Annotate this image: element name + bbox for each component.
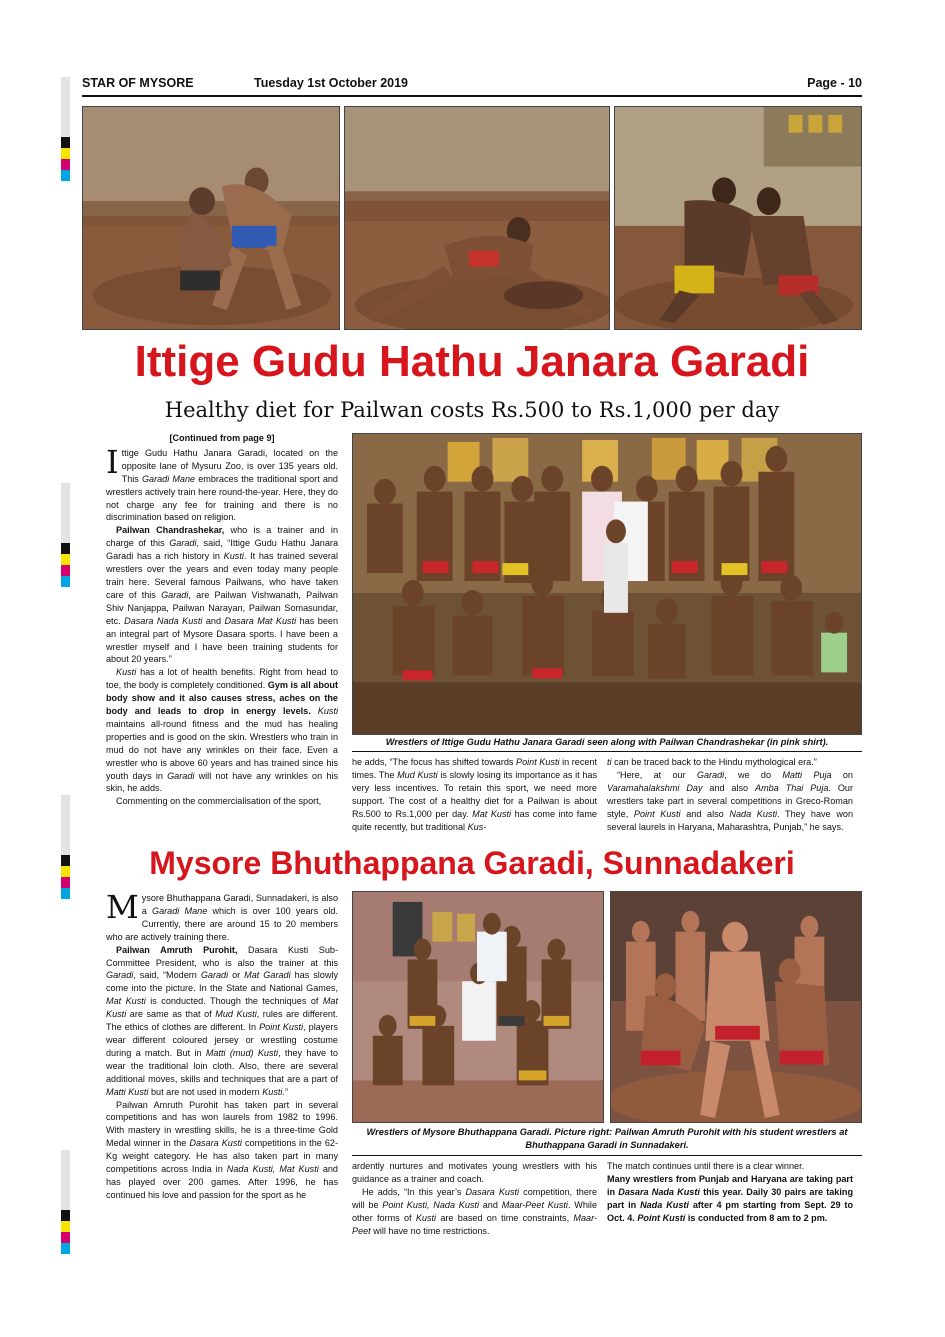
photo-purohit-with-students xyxy=(610,891,862,1123)
story2-photo-caption: Wrestlers of Mysore Bhuthappana Garadi. Picture right: Pailwan Amruth Purohit with his student wrestlers at Bhuthappana Garadi in Sunnadakeri. xyxy=(366,1127,848,1150)
registration-mark-upper xyxy=(61,483,70,587)
photo-men-grappling-floor xyxy=(344,106,610,330)
masthead xyxy=(82,74,862,94)
story1-subheadline: Healthy diet for Pailwan costs Rs.500 to Rs.1,000 per day xyxy=(164,398,780,422)
story1-column-1: [Continued from page 9] Ittige Gudu Hathu Janara Garadi, located on the opposite lane of Mysuru Zoo, is over 135 years old. This Garadi Mane embraces the traditional sport and wrestlers actively train here round-the-year. Here, they do not charge any fee for training and there is no discrimination based on religion. Pailwan Chandrashekar, who is a trainer and in charge of this Garadi, said, “Ittige Gudu Hathu Janara Garadi has a rich history in Kusti. It has trained several wrestlers over the years and even today many people train here. Several famous Pailwans, who have taken care of this Garadi, are Pailwan Vishwanath, Pailwan Shiv Nanjappa, Pailwan Narayan, Pailwan Somasundar, etc. Dasara Nada Kusti and Dasara Mat Kusti has been an integral part of Mysore Dasara sports. I have been a wrestler myself and I have been training students for about 20 years.” Kusti has a lot of health benefits. Right from head to toe, the body is completely conditioned. Gym is all about body show and it also causes stress, aches on the body and leads to drop in energy levels. Kusti maintains all-round fitness and the mud has healing properties and is good on the skin. Wrestlers who train in mud do not have any wrinkles on their face. Even a wrestler who is above 60 years and has trained since his youth days in Garadi will not have any wrinkles on his skin, he adds. Commenting on the commercialisation of the sport, xyxy=(106,433,339,807)
masthead-rule xyxy=(82,95,862,97)
drop-cap: I xyxy=(106,442,119,481)
caption-rule-2 xyxy=(352,1155,862,1156)
newspaper-name: STAR OF MYSORE xyxy=(82,76,194,90)
story2-column-3: The match continues until there is a clear winner. Many wrestlers from Punjab and Haryana are taking part in Dasara Nada Kusti this year. Daily 30 pairs are taking part in Nada Kusti after 4 pm starting from Sept. 29 to Oct. 4. Point Kusti is conducted from 8 am to 2 pm. xyxy=(607,1161,853,1223)
photo-men-standing-wrestling xyxy=(614,106,862,330)
story1-headline: Ittige Gudu Hathu Janara Garadi xyxy=(134,337,810,386)
registration-mark-bottom xyxy=(61,1150,70,1254)
story1-column-3: ti can be traced back to the Hindu mythological era.” “Here, at our Garadi, we do Matti Puja on Varamahalakshmi Day and also Amba Thai Puja. Our wrestlers take part in several competitions in Greco-Roman style, Point Kusti and also Nada Kusti. They have won several laurels in Haryana, Maharashtra, Punjab,” he says. xyxy=(607,757,853,832)
registration-mark-lower xyxy=(61,795,70,899)
caption-rule xyxy=(352,751,862,752)
photo-boys-wrestling xyxy=(82,106,340,330)
story2-column-2: ardently nurtures and motivates young wrestlers with his guidance as a trainer and coach. He adds, “In this year’s Dasara Kusti competition, there will be Point Kusti, Nada Kusti and Maar-Peet Kusti. While other forms of Kusti are based on time constraints, Maar-Peet will have no time restrictions. xyxy=(352,1161,598,1236)
continued-note: [Continued from page 9] xyxy=(169,433,275,443)
story1-photo-caption: Wrestlers of Ittige Gudu Hathu Janara Garadi seen along with Pailwan Chandrashekar (in pink shirt). xyxy=(385,737,829,747)
photo-bhuthappana-group xyxy=(352,891,604,1123)
registration-mark-top xyxy=(61,77,70,181)
story2-headline: Mysore Bhuthappana Garadi, Sunnadakeri xyxy=(149,845,795,881)
page-number: Page - 10 xyxy=(807,76,862,90)
story1-column-2: he adds, “The focus has shifted towards Point Kusti in recent times. The Mud Kusti is slowly losing its importance as it has very less incentives. To retain this sport, we need more support. The cost of a healthy diet for a Pailwan is about Rs.500 to Rs.1,000 per day. Mat Kusti has come into fame quite recently, but traditional Kus- xyxy=(352,757,598,832)
issue-date: Tuesday 1st October 2019 xyxy=(254,76,409,90)
story2-column-1: Mysore Bhuthappana Garadi, Sunnadakeri, is also a Garadi Mane which is over 100 years old. Currently, there are around 15 to 20 members who are actively training there. Pailwan Amruth Purohit, Dasara Kusti Sub-Committee President, who is also the trainer at this Garadi, said, “Modern Garadi or Mat Garadi has slowly come into the picture. In the State and National Games, Mat Kusti is conducted. Though the techniques of Mat Kusti are same as that of Mud Kusti, rules are different. The ethics of clothes are different. In Point Kusti, players wear different coloured jersey or wrestling costume during a match. But in Matti (mud) Kusti, they have to wear the traditional loin cloth. Also, there are several additional moves, skills and techniques that are a part of Matti Kusti but are not used in modern Kusti.” Pailwan Amruth Purohit has taken part in several competitions and has won laurels from 1982 to 1996. With mastery in wrestling skills, he is a three-time Gold Medal winner in the Dasara Kusti competitions in the 62-Kg weight category. He has also taken part in many competitions across India in Nada Kusti, Mat Kusti and has played over 200 games. After 1996, he has continued his love and passion for the sport as he xyxy=(106,888,339,1200)
photo-ittige-garadi-group xyxy=(352,433,862,735)
drop-cap-m: M xyxy=(106,888,139,926)
